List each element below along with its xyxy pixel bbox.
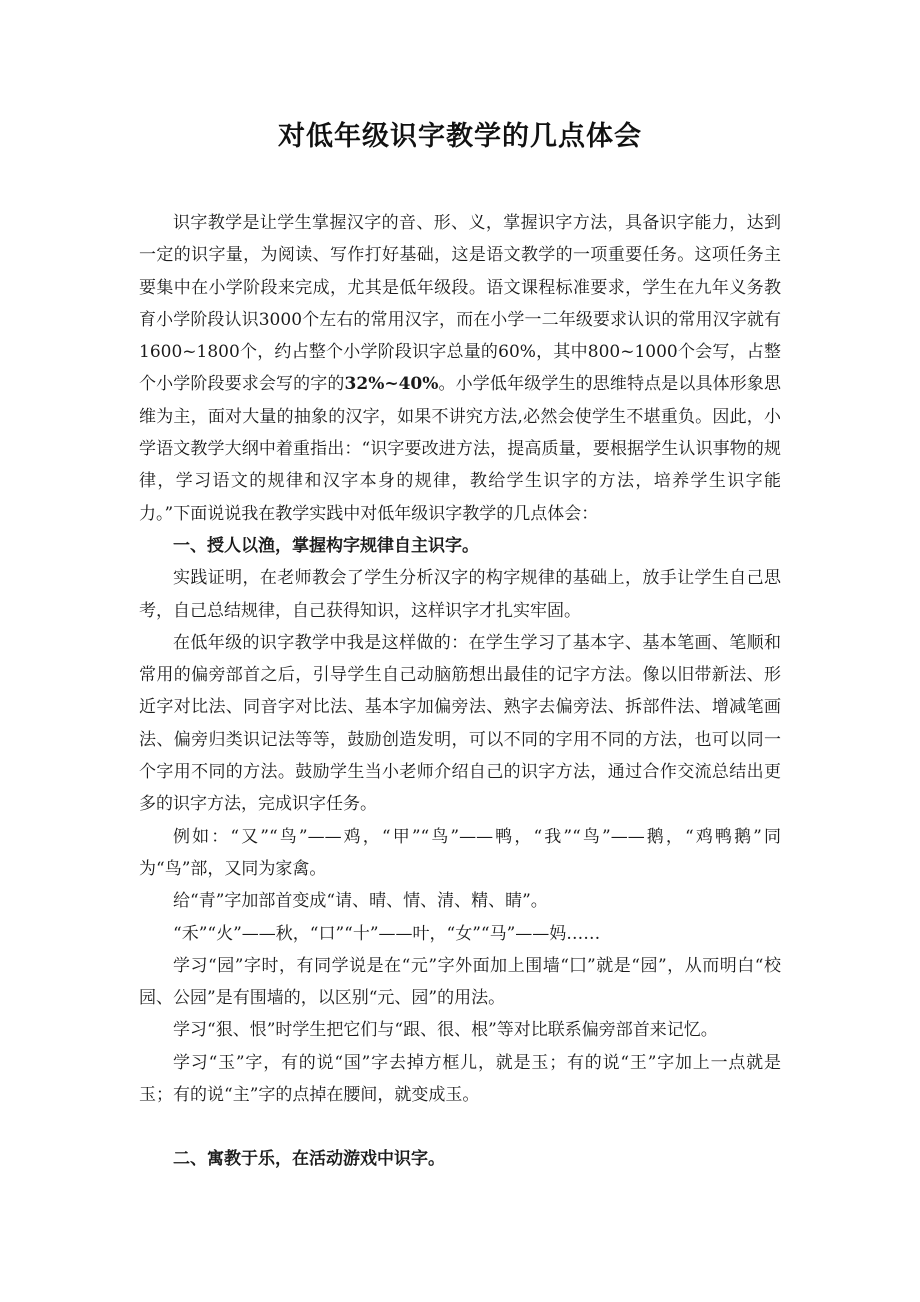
document-title: 对低年级识字教学的几点体会	[278, 121, 642, 152]
intro-paragraph	[139, 207, 781, 530]
section1-example-3: “禾”“火”——秋，“口”“十”——叶，“女”“马”——妈……	[173, 923, 601, 944]
section-gap	[139, 1111, 781, 1143]
intro-text-part2: 。小学低年级学生的思维特点是以具体形象思维为主，面对大量的抽象的汉字，如果不讲究方法,必然会使学生不堪重负。因此，小学语文教学大纲中着重指出：“识字要改进方法，提高质量，要根据学生认识事物的规律，学习语文的规律和汉字本身的规律，教给学生识字的方法，培养学生识字能力。”下面说说我在教学实践中对低年级识字教学的几点体会：	[139, 374, 781, 524]
section1-heading: 一、授人以渔，掌握构字规律自主识字。	[173, 535, 479, 556]
section1-example-2: 给“青”字加部首变成“请、晴、情、清、精、睛”。	[173, 891, 548, 912]
section2-heading: 二、寓教于乐，在活动游戏中识字。	[173, 1149, 445, 1170]
section1-paragraph-1: 实践证明，在老师教会了学生分析汉字的构字规律的基础上，放手让学生自己思考，自己总结规律，自己获得知识，这样识字才扎实牢固。	[139, 568, 781, 621]
document-body	[139, 207, 781, 1176]
section1-example-5: 学习“狠、恨”时学生把它们与“跟、很、根”等对比联系偏旁部首来记忆。	[173, 1020, 718, 1041]
intro-text-part1: 识字教学是让学生掌握汉字的音、形、义，掌握识字方法，具备识字能力，达到一定的识字量，为阅读、写作打好基础，这是语文教学的一项重要任务。这项任务主要集中在小学阶段来完成，尤其是低年级段。语文课程标准要求，学生在九年义务教育小学阶段认识3000个左右的常用汉字，而在小学一二年级要求认识的常用汉字就有1600~1800个，约占整个小学阶段识字总量的60%，其中800~1000个会写，占整个小学阶段要求会写的字的	[139, 213, 781, 395]
section1-example-1: 例如：“又”“鸟”——鸡，“甲”“鸟”——鸭，“我”“鸟”——鹅，“鸡鸭鹅”同为“鸟”部，又同为家禽。	[139, 826, 781, 879]
section1-example-6: 学习“玉”字，有的说“国”字去掉方框儿，就是玉；有的说“王”字加上一点就是玉；有的说“主”字的点掉在腰间，就变成玉。	[139, 1052, 781, 1106]
intro-bold-percentage: 32%~40%	[344, 374, 439, 395]
section1-paragraph-2: 在低年级的识字教学中我是这样做的：在学生学习了基本字、基本笔画、笔顺和常用的偏旁部首之后，引导学生自己动脑筋想出最佳的记字方法。像以旧带新法、形近字对比法、同音字对比法、基本字加偏旁法、熟字去偏旁法、拆部件法、增减笔画法、偏旁归类识记法等等，鼓励创造发明，可以不同的字用不同的方法，也可以同一个字用不同的方法。鼓励学生当小老师介绍自己的识字方法，通过合作交流总结出更多的识字方法，完成识字任务。	[139, 632, 781, 815]
section1-example-4: 学习“园”字时，有同学说是在“元”字外面加上围墙“囗”就是“园”，从而明白“校园、公园”是有围墙的，以区别“元、园”的用法。	[139, 955, 781, 1009]
